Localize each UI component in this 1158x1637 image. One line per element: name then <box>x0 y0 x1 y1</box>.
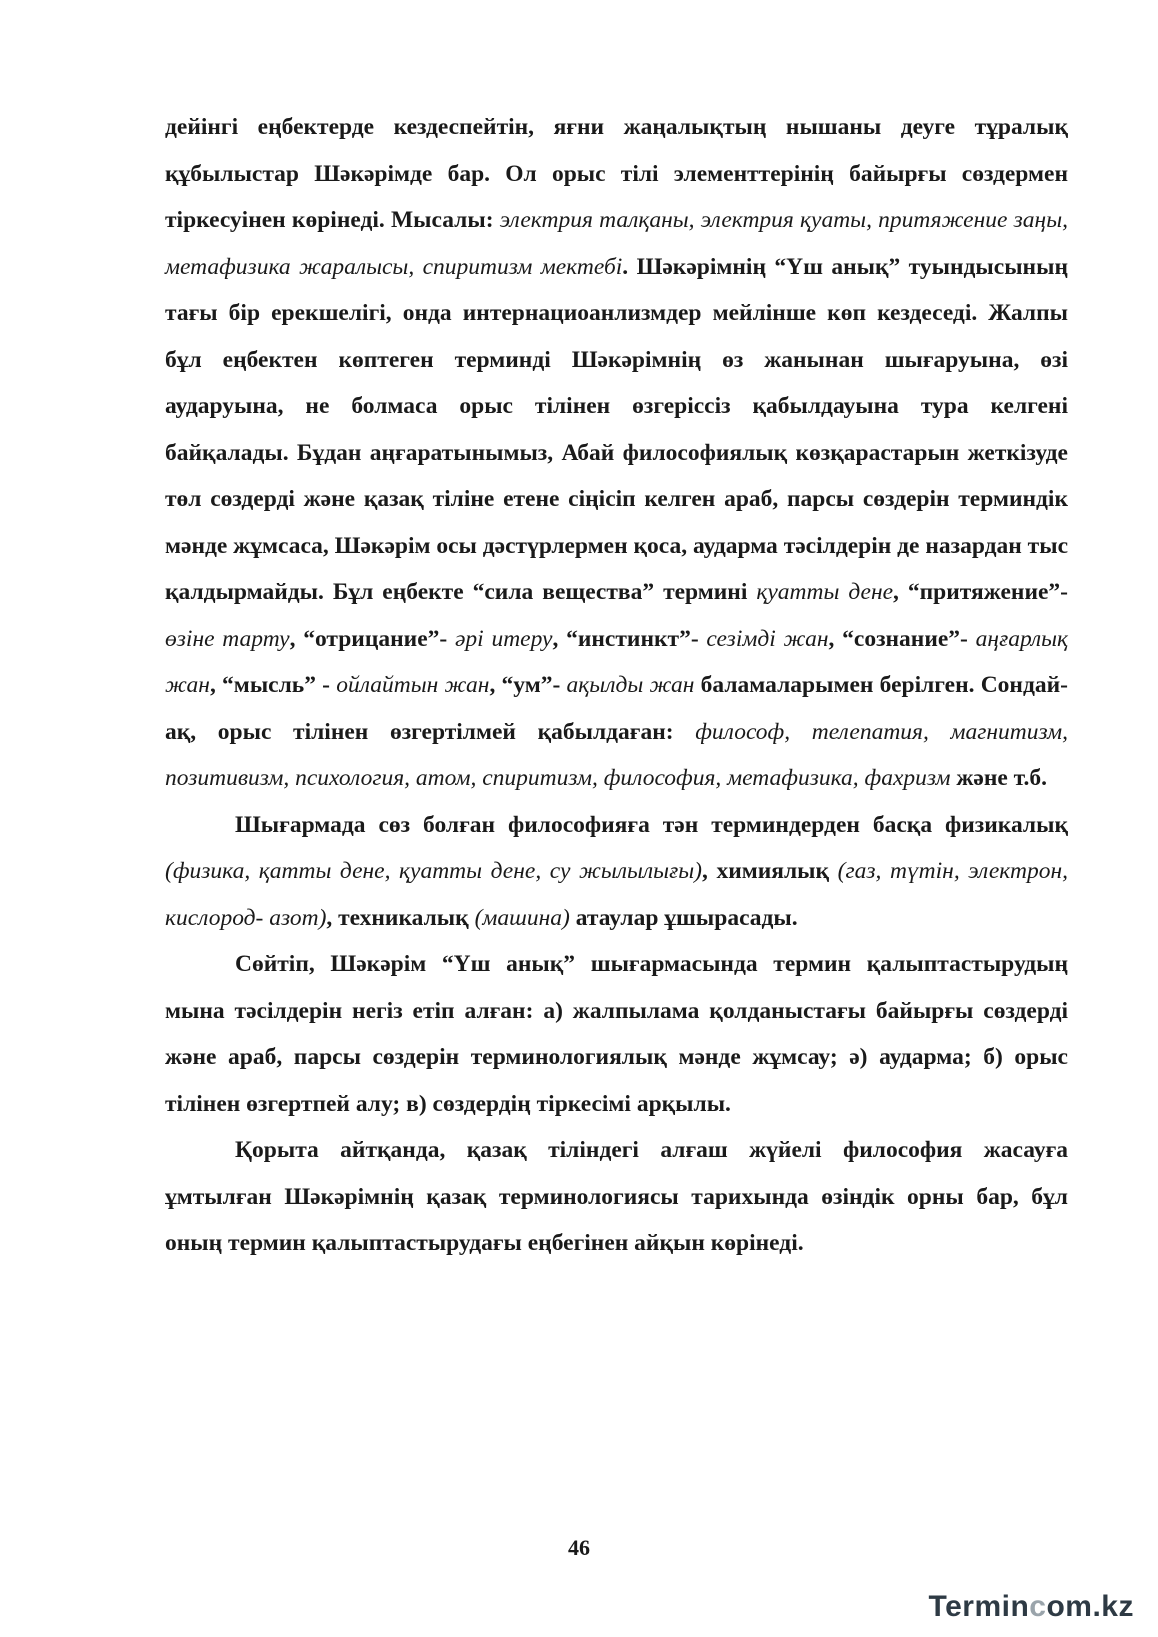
text-run: атаулар ұшырасады. <box>569 904 798 931</box>
paragraph <box>165 802 1068 942</box>
text-run: , “сознание”- <box>828 625 976 652</box>
watermark-text: om.kz <box>1046 1590 1134 1623</box>
paragraph <box>165 1127 1068 1267</box>
italic-run: (машина) <box>474 904 570 931</box>
text-run: . Шәкәрімнің “Үш анық” туындысының тағы бір ерекшелігі, онда интернациоанлизмдер мейлінше көп кездеседі. Жалпы бұл еңбектен көптеген терминді Шәкәрімнің өз жанынан шығаруына, өзі аударуына, не болмаса орыс тілінен өзгеріссіз қабылдауына тура келгені байқалады. Бұдан аңғаратынымыз, Абай философиялық көзқарастарын жеткізуде төл сөздерді және қазақ тіліне етене сіңісіп келген араб, парсы сөздерін терминдік мәнде жұмсаса, Шәкәрім осы дәстүрлермен қоса, аударма тәсілдерін де назардан тыс қалдырмайды. Бұл еңбекте “сила вещества” термині <box>165 253 1068 605</box>
text-run: , “ум”- <box>489 672 567 698</box>
italic-run: өзіне тарту <box>165 625 290 652</box>
document-body <box>165 104 1068 1267</box>
text-run: , “инстинкт”- <box>552 625 707 652</box>
italic-run: сезімді жан <box>706 625 829 652</box>
text-run: Қорыта айтқанда, қазақ тіліндегі алғаш жүйелі философия жасауға ұмтылған Шәкәрімнің қазақ терминологиясы тарихында өзіндік орны бар, бұл оның термин қалыптастырудағы еңбегінен айқын көрінеді. <box>165 1137 1068 1256</box>
text-run: дейінгі еңбектерде кездеспейтін, яғни жаңалықтың нышаны деуге тұралық құбылыстар Шәкәрімде бар. Ол орыс тілі элементтерінің байырғы сөздермен тіркесуінен көрінеді. Мысалы: <box>165 114 1068 233</box>
text-run: , химиялық <box>702 858 838 884</box>
text-run: , “притяжение”- <box>893 579 1068 605</box>
watermark-text: Termin <box>928 1590 1030 1623</box>
watermark-text: c <box>1029 1590 1047 1623</box>
italic-run: аңғарлық жан <box>165 625 1068 698</box>
text-run: және т.б. <box>950 765 1047 791</box>
text-run: , техникалық <box>326 904 475 931</box>
text-run: Сөйтіп, Шәкәрім “Үш анық” шығармасында термин қалыптастырудың мына тәсілдерін негіз етіп алған: а) жалпылама қолданыстағы байырғы сөздерді және араб, парсы сөздерін терминологиялық мәнде жұмсау; ә) аударма; б) орыс тілінен өзгертпей алу; в) сөздердің тіркесімі арқылы. <box>165 951 1068 1117</box>
paragraph <box>165 104 1068 802</box>
text-run: Шығармада сөз болған философияға тән терминдерден басқа физикалық <box>235 811 1068 838</box>
italic-run: әрі итеру <box>454 625 553 652</box>
text-run: баламаларымен берілген. Сондай- ақ, орыс тілінен өзгертілмей қабылдаған: <box>165 672 1068 745</box>
italic-run: электрия талқаны, электрия қуаты, притяжение заңы, метафизика жаралысы, спиритизм мектебі <box>165 207 1068 280</box>
italic-run: қуатты дене <box>756 579 894 605</box>
italic-run: ақылды жан <box>566 672 695 698</box>
text-run: , “мысль” - <box>209 672 337 698</box>
italic-run: ойлайтын жан <box>336 672 490 698</box>
italic-run: философ, телепатия, магнитизм, позитивизм, психология, атом, спиритизм, философия, метафизика, фахризм <box>165 718 1068 791</box>
italic-run: (физика, қатты дене, қуатты дене, су жылылығы) <box>165 858 703 884</box>
page-number: 46 <box>568 1535 590 1560</box>
site-watermark-logo <box>928 1590 1134 1624</box>
italic-run: (газ, түтін, электрон, кислород- азот) <box>165 858 1068 931</box>
text-run: , “отрицание”- <box>289 625 455 652</box>
paragraph <box>165 941 1068 1127</box>
